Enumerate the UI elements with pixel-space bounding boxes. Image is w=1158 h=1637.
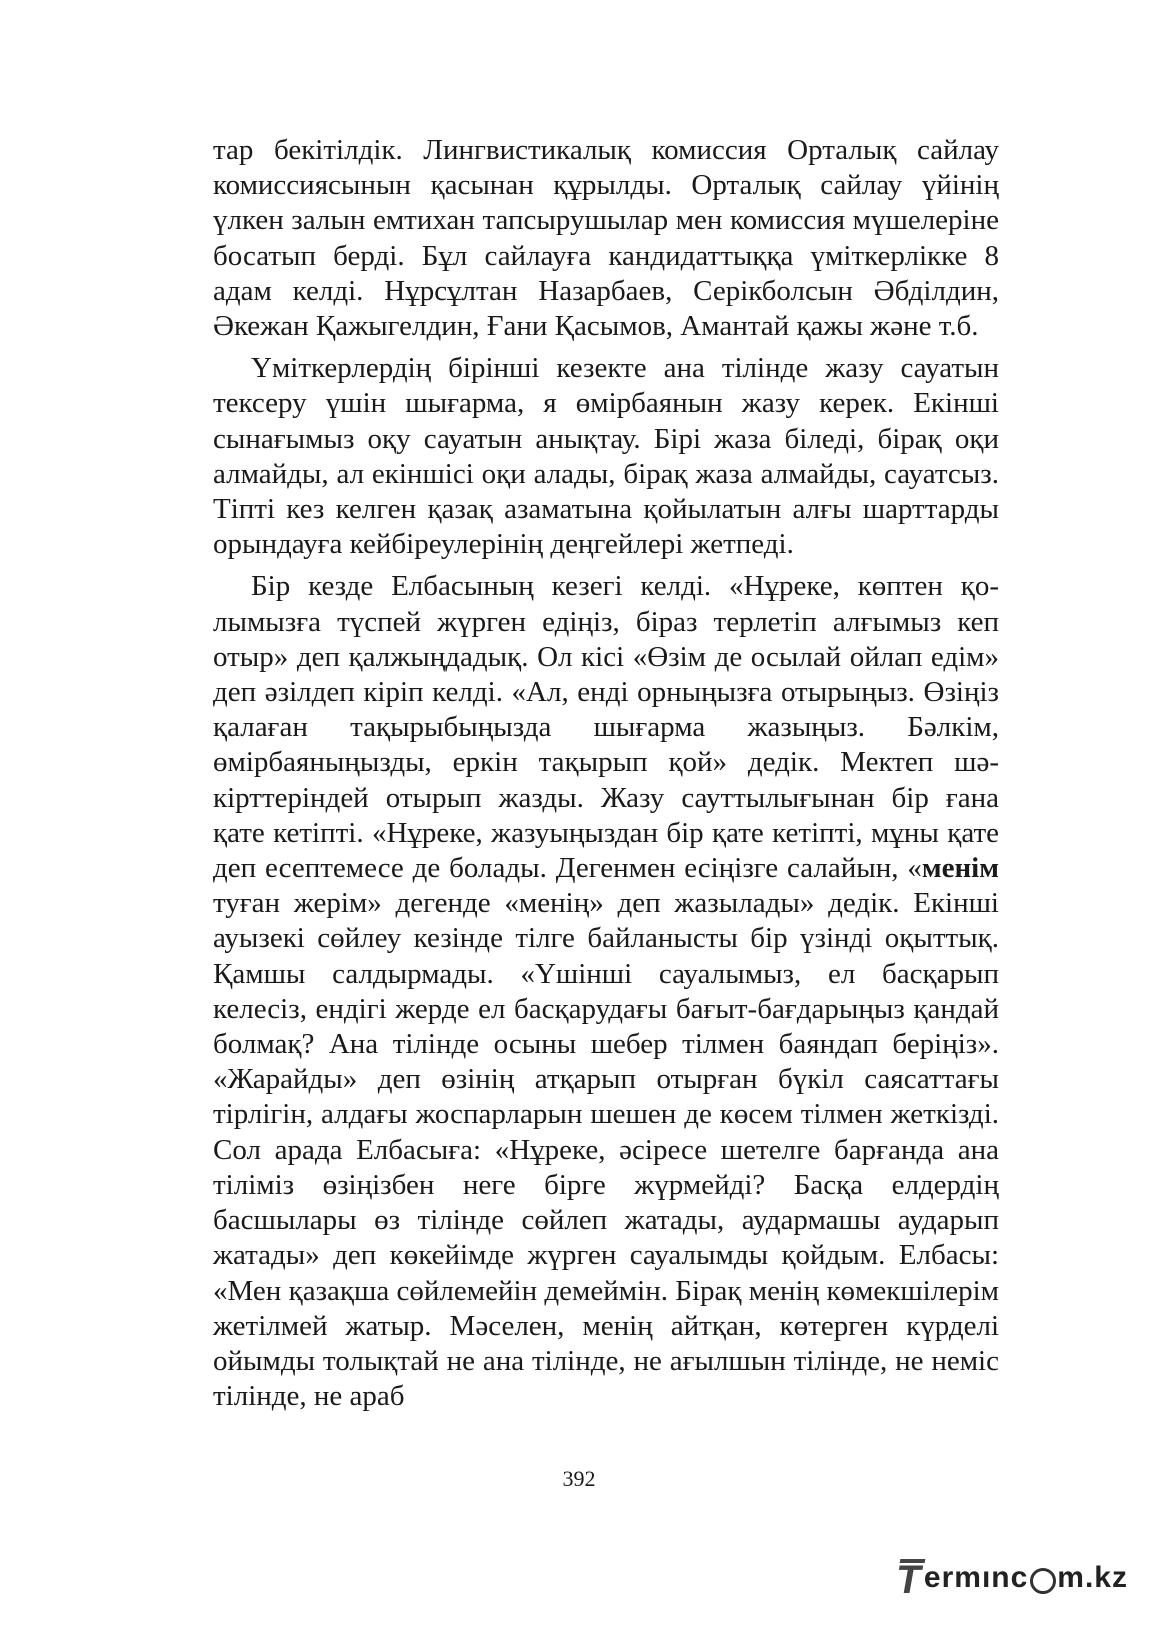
watermark-circle-icon	[1030, 1568, 1056, 1594]
text-segment: туған жерім» дегенде «менің» деп жазылады» дедік. Екінші ауызекі сөйлеу кезінде тілге байланысты бір үзінді оқыттық. Қамшы салдырмады. «Үшінші сауалымыз, ел басқарып келесіз, ендігі жерде ел басқарудағы бағыт-бағдарыңыз қандай болмақ? Ана тілінде осыны шебер тілмен баяндап беріңіз». «Жарайды» деп өзінің атқарып отырған бүкіл саясаттағы тірлігін, алдағы жоспарларын шешен де көсем тілмен жеткізді. Сол арада Елбасыға: «Нұреке, әсіресе шетелге барғанда ана тіліміз өзіңізбен неге бірге жүрмейді? Басқа елдердің басшылары өз тілінде сөйлеп жатады, аудармашы аударып жатады» деп көкейімде жүрген сауалымды қойдым. Елбасы: «Мен қазақша сөйлемейін демеймін. Бірақ менің көмекшілерім жетілмей жатыр. Мәселен, менің айтқан, көтерген күрделі ойымды толықтай не ана тілінде, не ағылшын тілінде, не неміс тілінде, не араб	[213, 887, 999, 1413]
paragraph	[213, 351, 999, 562]
bold-text-segment: менім	[921, 852, 999, 885]
watermark-text-part2: m.kz	[1057, 1561, 1128, 1594]
paragraph	[213, 569, 999, 1414]
paragraph	[213, 133, 999, 344]
text-segment: тар бекітілдік. Лингвистикалық комиссия Орталық сайлау комиссиясынын қасынан құрылды. Орталық сайлау үйінің үлкен залын емтихан тапсырушылар мен комиссия мүшелеріне босатып берді. Бұл сайлауға кандидаттыққа үміткерлікке 8 адам келді. Нұрсұлтан Назарбаев, Серікболсын Әбділдин, Әкежан Қажыгелдин, Ғани Қасымов, Амантай қажы және т.б.	[213, 134, 999, 343]
page-number: 392	[562, 1466, 596, 1491]
watermark-t-letter: T	[893, 1558, 927, 1602]
body-text	[213, 133, 999, 1421]
terminkom-watermark-logo	[893, 1558, 1128, 1602]
text-segment: Бір кезде Елбасының кезегі келді. «Нұреке, көптен қолымызға түспей жүрген едіңіз, біраз терлетіп алғымыз кеп отыр» деп қалжыңдадық. Ол кісі «Өзім де осылай ойлап едім» деп әзілдеп кіріп келді. «Ал, енді орныңызға отырыңыз. Өзіңіз қалаған тақырыбыңызда шығарма жазыңыз. Бәлкім, өмірбаяныңызды, еркін тақырып қой» дедік. Мектеп шәкірттеріндей отырып жазды. Жазу сауттылығынан бір ғана қате кетіпті. «Нұреке, жазуыңыздан бір қате кетіпті, мұны қате деп есептемесе де болады. Дегенмен есіңізге салайын, «	[213, 570, 999, 885]
text-segment: Үміткерлердің бірінші кезекте ана тілінде жазу сауатын тексеру үшін шығарма, я өмірбаянын жазу керек. Екінші сынағымыз оқу сауатын анықтау. Бірі жаза біледі, бірақ оқи алмайды, ал екіншісі оқи алады, бірақ жаза алмайды, сауатсыз. Тіпті кез келген қазақ азаматына қойылатын алғы шарттарды орындауға кейбіреулерінің деңгейлері жетпеді.	[213, 352, 999, 561]
watermark-text-part1: ermınc	[923, 1561, 1029, 1594]
